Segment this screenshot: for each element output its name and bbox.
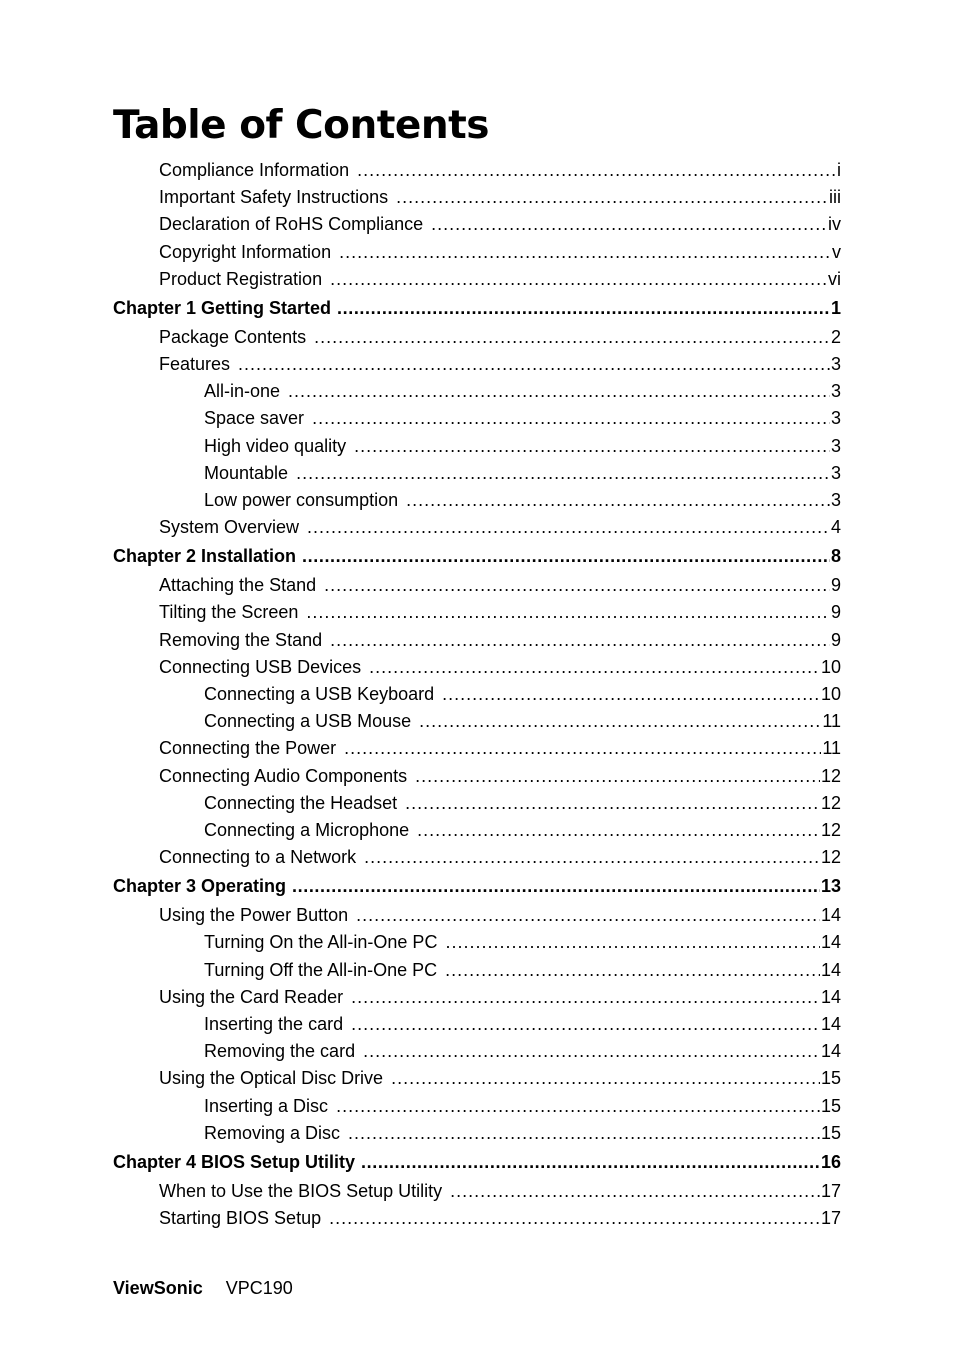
toc-entry-label: Turning On the All-in-One PC bbox=[204, 932, 438, 952]
toc-page-number: 3 bbox=[830, 463, 841, 483]
toc-entry[interactable] bbox=[204, 930, 841, 954]
toc-entry[interactable] bbox=[159, 903, 841, 927]
toc-entry-label: System Overview bbox=[159, 517, 300, 537]
toc-page-number: 17 bbox=[820, 1208, 841, 1228]
toc-page-number: 12 bbox=[820, 820, 841, 840]
toc-entry[interactable] bbox=[159, 515, 841, 539]
toc-leader-dots bbox=[445, 958, 820, 982]
toc-entry-label: Removing a Disc bbox=[204, 1123, 341, 1143]
toc-page-number: 3 bbox=[830, 381, 841, 401]
toc-page-number: iii bbox=[829, 187, 841, 207]
footer-brand: ViewSonic bbox=[113, 1278, 203, 1298]
toc-entry-label: Tilting the Screen bbox=[159, 602, 299, 622]
toc-entry-label: Package Contents bbox=[159, 327, 307, 347]
toc-entry[interactable] bbox=[204, 379, 841, 403]
toc-entry-label: Low power consumption bbox=[204, 490, 399, 510]
toc-entry-label: Declaration of RoHS Compliance bbox=[159, 214, 424, 234]
toc-chapter-entry[interactable] bbox=[113, 296, 841, 320]
toc-page-number: i bbox=[837, 160, 841, 180]
toc-entry-label: Using the Card Reader bbox=[159, 987, 344, 1007]
toc-entry-label: Compliance Information bbox=[159, 160, 350, 180]
footer-model: VPC190 bbox=[225, 1278, 293, 1298]
toc-entry-label: Removing the card bbox=[204, 1041, 356, 1061]
toc-entry-label: Inserting the card bbox=[204, 1014, 344, 1034]
toc-entry-label: Copyright Information bbox=[159, 242, 332, 262]
toc-entry-label: All-in-one bbox=[204, 381, 281, 401]
toc-entry[interactable] bbox=[204, 488, 841, 512]
toc-entry[interactable] bbox=[204, 682, 841, 706]
toc-leader-dots bbox=[336, 1094, 820, 1118]
toc-entry[interactable] bbox=[159, 267, 841, 291]
toc-leader-dots bbox=[396, 185, 828, 209]
toc-entry-label: Connecting the Headset bbox=[204, 793, 398, 813]
toc-leader-dots bbox=[302, 544, 830, 568]
toc-page-number: 10 bbox=[820, 657, 841, 677]
toc-entry-label: Chapter 4 BIOS Setup Utility bbox=[113, 1152, 356, 1172]
toc-leader-dots bbox=[415, 764, 820, 788]
toc-entry-label: Space saver bbox=[204, 408, 305, 428]
toc-leader-dots bbox=[339, 240, 831, 264]
toc-page-number: 14 bbox=[820, 1041, 841, 1061]
toc-entry-label: Using the Power Button bbox=[159, 905, 349, 925]
toc-entry[interactable] bbox=[159, 764, 841, 788]
toc-leader-dots bbox=[306, 600, 830, 624]
toc-page-number: 10 bbox=[820, 684, 841, 704]
toc-page-number: 3 bbox=[830, 436, 841, 456]
toc-leader-dots bbox=[344, 736, 821, 760]
toc-entry[interactable] bbox=[159, 1179, 841, 1203]
toc-entry-label: Mountable bbox=[204, 463, 289, 483]
toc-entry-label: Attaching the Stand bbox=[159, 575, 317, 595]
toc-entry-label: Removing the Stand bbox=[159, 630, 323, 650]
toc-entry[interactable] bbox=[159, 985, 841, 1009]
toc-leader-dots bbox=[354, 434, 830, 458]
toc-page-number: 17 bbox=[820, 1181, 841, 1201]
toc-leader-dots bbox=[361, 1150, 820, 1174]
toc-entry[interactable] bbox=[204, 1012, 841, 1036]
toc-page-number: v bbox=[832, 242, 841, 262]
toc-leader-dots bbox=[238, 352, 830, 376]
toc-entry-label: Connecting a USB Mouse bbox=[204, 711, 412, 731]
toc-entry-label: Inserting a Disc bbox=[204, 1096, 329, 1116]
toc-chapter-entry[interactable] bbox=[113, 874, 841, 898]
toc-page-number: 15 bbox=[820, 1068, 841, 1088]
toc-entry[interactable] bbox=[159, 185, 841, 209]
toc-entry[interactable] bbox=[159, 240, 841, 264]
toc-leader-dots bbox=[405, 791, 820, 815]
toc-leader-dots bbox=[442, 682, 820, 706]
toc-leader-dots bbox=[406, 488, 830, 512]
toc-leader-dots bbox=[391, 1066, 820, 1090]
toc-entry[interactable] bbox=[204, 434, 841, 458]
page-footer bbox=[113, 1276, 293, 1300]
toc-leader-dots bbox=[445, 930, 820, 954]
toc-leader-dots bbox=[417, 818, 820, 842]
toc-leader-dots bbox=[292, 874, 820, 898]
toc-page-number: 3 bbox=[830, 354, 841, 374]
toc-leader-dots bbox=[419, 709, 821, 733]
toc-entry-label: Product Registration bbox=[159, 269, 323, 289]
toc-entry-label: Connecting Audio Components bbox=[159, 766, 408, 786]
toc-entry[interactable] bbox=[204, 791, 841, 815]
toc-leader-dots bbox=[307, 515, 830, 539]
toc-page-number: 2 bbox=[830, 327, 841, 347]
toc-page-number: 11 bbox=[822, 711, 841, 731]
toc-entry[interactable] bbox=[159, 212, 841, 236]
toc-leader-dots bbox=[330, 628, 830, 652]
toc-page-number: 1 bbox=[830, 298, 841, 318]
toc-entry[interactable] bbox=[159, 1206, 841, 1230]
toc-entry-label: Connecting to a Network bbox=[159, 847, 357, 867]
toc-leader-dots bbox=[351, 1012, 820, 1036]
toc-entry[interactable] bbox=[204, 1121, 841, 1145]
toc-page-number: 14 bbox=[820, 932, 841, 952]
toc-entry-label: Using the Optical Disc Drive bbox=[159, 1068, 384, 1088]
toc-page-number: 9 bbox=[830, 630, 841, 650]
toc-leader-dots bbox=[369, 655, 820, 679]
toc-entry[interactable] bbox=[159, 573, 841, 597]
toc-entry-label: Starting BIOS Setup bbox=[159, 1208, 322, 1228]
toc-entry[interactable] bbox=[204, 818, 841, 842]
toc-leader-dots bbox=[431, 212, 827, 236]
page-title: Table of Contents bbox=[113, 103, 489, 148]
toc-entry-label: Turning Off the All-in-One PC bbox=[204, 960, 438, 980]
toc-entry[interactable] bbox=[159, 628, 841, 652]
toc-leader-dots bbox=[363, 1039, 820, 1063]
toc-entry-label: Features bbox=[159, 354, 231, 374]
toc-leader-dots bbox=[330, 267, 827, 291]
toc-entry-label: Chapter 3 Operating bbox=[113, 876, 287, 896]
toc-entry[interactable] bbox=[204, 1039, 841, 1063]
toc-entry-label: Connecting a USB Keyboard bbox=[204, 684, 435, 704]
toc-page-number: 11 bbox=[822, 738, 841, 758]
toc-entry-label: Important Safety Instructions bbox=[159, 187, 389, 207]
toc-leader-dots bbox=[357, 158, 836, 182]
toc-page-number: 16 bbox=[820, 1152, 841, 1172]
toc-leader-dots bbox=[288, 379, 830, 403]
toc-entry-label: High video quality bbox=[204, 436, 347, 456]
toc-entry[interactable] bbox=[159, 158, 841, 182]
toc-leader-dots bbox=[324, 573, 830, 597]
toc-entry[interactable] bbox=[159, 736, 841, 760]
toc-chapter-entry[interactable] bbox=[113, 544, 841, 568]
toc-page-number: iv bbox=[828, 214, 841, 234]
toc-page-number: 12 bbox=[820, 766, 841, 786]
toc-entry[interactable] bbox=[204, 709, 841, 733]
toc-entry-label: Chapter 1 Getting Started bbox=[113, 298, 332, 318]
toc-page-number: 3 bbox=[830, 408, 841, 428]
toc-page-number: 9 bbox=[830, 575, 841, 595]
toc-page-number: 12 bbox=[820, 847, 841, 867]
toc-entry-label: When to Use the BIOS Setup Utility bbox=[159, 1181, 443, 1201]
toc-chapter-entry[interactable] bbox=[113, 1150, 841, 1174]
toc-leader-dots bbox=[356, 903, 820, 927]
toc-leader-dots bbox=[450, 1179, 820, 1203]
toc-entry-label: Connecting USB Devices bbox=[159, 657, 362, 677]
toc-entry[interactable] bbox=[204, 461, 841, 485]
toc-leader-dots bbox=[296, 461, 830, 485]
toc-leader-dots bbox=[351, 985, 820, 1009]
toc-leader-dots bbox=[314, 325, 830, 349]
toc-page-number: 14 bbox=[820, 905, 841, 925]
toc-entry[interactable] bbox=[159, 600, 841, 624]
toc-leader-dots bbox=[312, 406, 830, 430]
toc-page-number: 15 bbox=[820, 1123, 841, 1143]
toc-page-number: 14 bbox=[820, 1014, 841, 1034]
toc-entry-label: Chapter 2 Installation bbox=[113, 546, 297, 566]
toc-page-number: 4 bbox=[830, 517, 841, 537]
toc-entry[interactable] bbox=[159, 845, 841, 869]
toc-leader-dots bbox=[364, 845, 820, 869]
toc-page-number: 15 bbox=[820, 1096, 841, 1116]
toc-entry-label: Connecting the Power bbox=[159, 738, 337, 758]
toc-entry[interactable] bbox=[159, 1066, 841, 1090]
toc-page-number: 9 bbox=[830, 602, 841, 622]
toc-page-number: 3 bbox=[830, 490, 841, 510]
toc-entry[interactable] bbox=[159, 352, 841, 376]
toc-entry[interactable] bbox=[204, 1094, 841, 1118]
toc-page-number: vi bbox=[828, 269, 841, 289]
toc-entry-label: Connecting a Microphone bbox=[204, 820, 410, 840]
toc-leader-dots bbox=[337, 296, 830, 320]
toc-page-number: 14 bbox=[820, 987, 841, 1007]
toc-leader-dots bbox=[348, 1121, 820, 1145]
toc-leader-dots bbox=[329, 1206, 820, 1230]
toc-entry[interactable] bbox=[204, 406, 841, 430]
toc-page-number: 12 bbox=[820, 793, 841, 813]
toc-entry[interactable] bbox=[204, 958, 841, 982]
toc-entry[interactable] bbox=[159, 325, 841, 349]
toc-page-number: 14 bbox=[820, 960, 841, 980]
toc-page-number: 13 bbox=[820, 876, 841, 896]
toc-page-number: 8 bbox=[830, 546, 841, 566]
toc-entry[interactable] bbox=[159, 655, 841, 679]
